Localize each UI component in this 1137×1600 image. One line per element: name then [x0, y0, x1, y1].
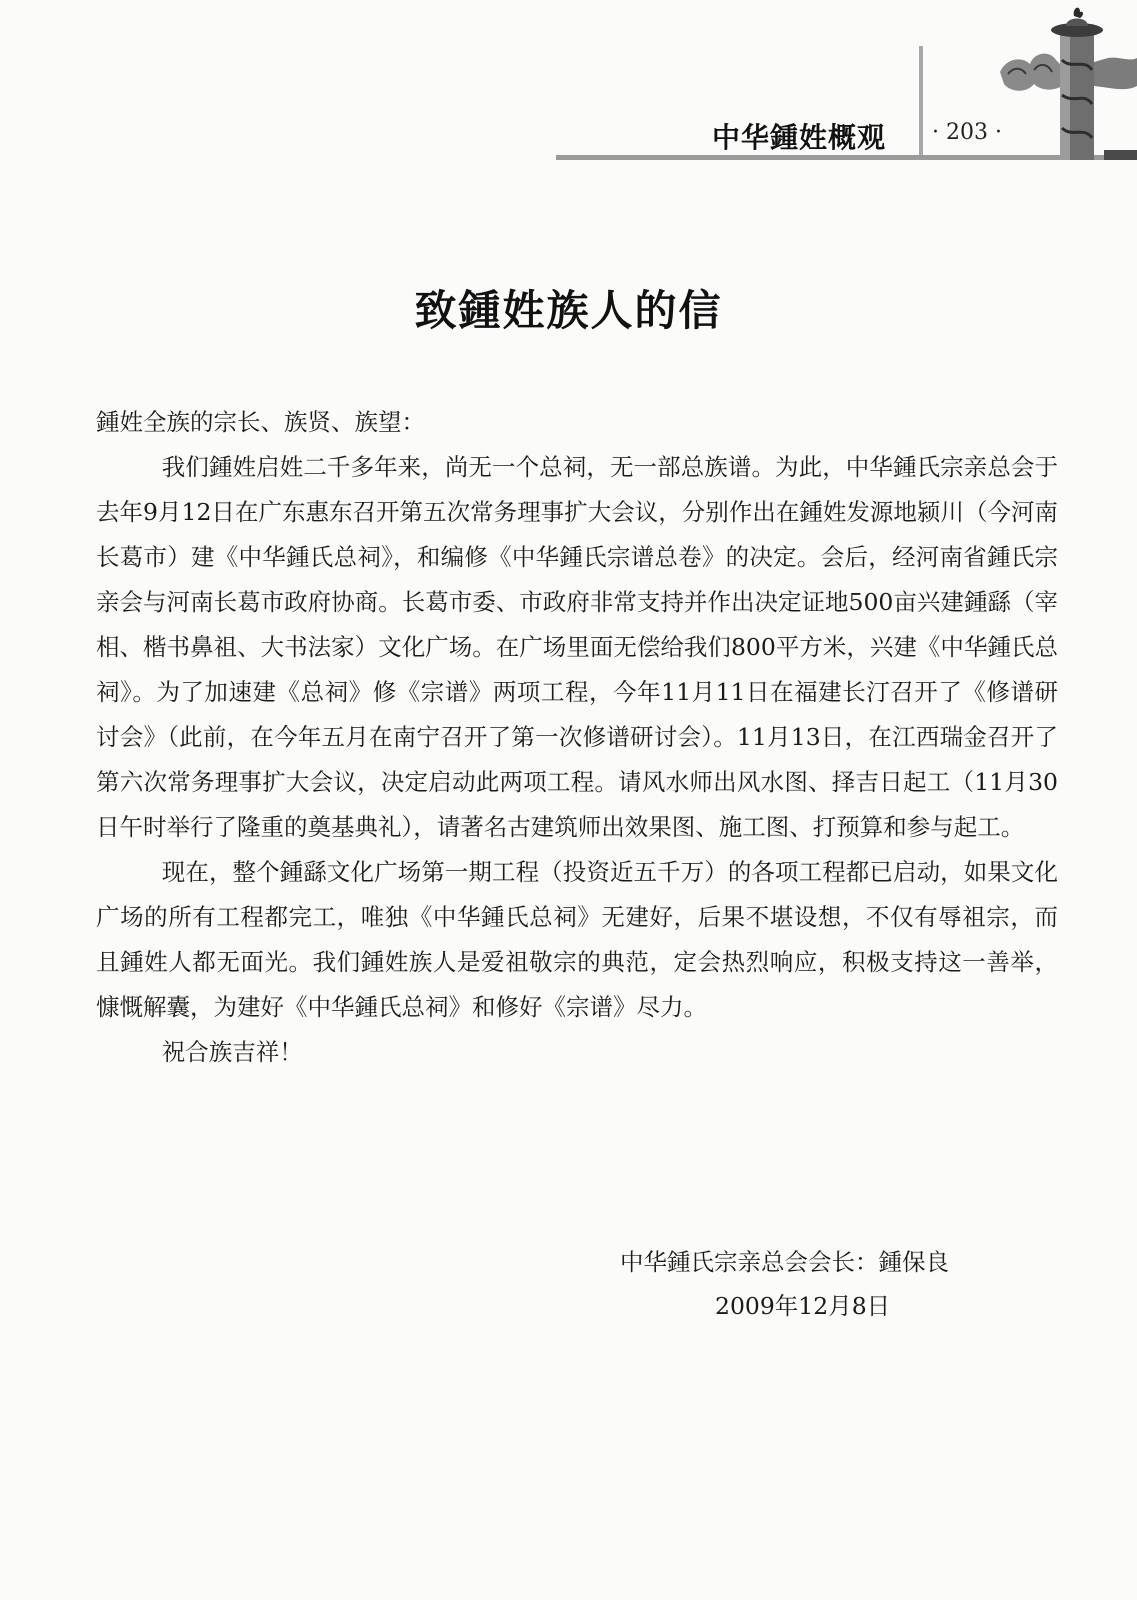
closing-blessing: 祝合族吉祥！ — [161, 1038, 303, 1066]
signature-name: 中华鍾氏宗亲总会会长：鍾保良 — [620, 1248, 949, 1276]
paragraph: 现在，整个鍾繇文化广场第一期工程（投资近五千万）的各项工程都已启动，如果文化广场的所有工程都完工，唯独《中华鍾氏总祠》无建好，后果不堪设想，不仅有辱祖宗，而且鍾姓人都无面光。我们鍾姓族人是爱祖敬宗的典范，定会热烈响应，积极支持这一善举，慷慨解囊，为建好《中华鍾氏总祠》和修好《宗谱》尽力。 — [96, 858, 1058, 1021]
header-vertical-rule — [919, 46, 923, 158]
signature-date: 2009年12月8日 — [715, 1292, 891, 1320]
salutation: 鍾姓全族的宗长、族贤、族望： — [96, 408, 425, 436]
letter-title: 致鍾姓族人的信 — [414, 286, 723, 335]
letter-body — [96, 400, 1058, 1075]
paragraph: 我们鍾姓启姓二千多年来，尚无一个总祠，无一部总族谱。为此，中华鍾氏宗亲总会于去年9月12日在广东惠东召开第五次常务理事扩大会议，分别作出在鍾姓发源地颍川（今河南长葛市）建《中华鍾氏总祠》，和编修《中华鍾氏宗谱总卷》的决定。会后，经河南省鍾氏宗亲会与河南长葛市政府协商。长葛市委、市政府非常支持并作出决定证地500亩兴建鍾繇（宰相、楷书鼻祖、大书法家）文化广场。在广场里面无偿给我们800平方米，兴建《中华鍾氏总祠》。为了加速建《总祠》修《宗谱》两项工程，今年11月11日在福建长汀召开了《修谱研讨会》（此前，在今年五月在南宁召开了第一次修谱研讨会）。11月13日，在江西瑞金召开了第六次常务理事扩大会议，决定启动此两项工程。请风水师出风水图、择吉日起工（11月30日午时举行了隆重的奠基典礼），请著名古建筑师出效果图、施工图、打预算和参与起工。 — [96, 453, 1058, 841]
signature-block — [620, 1240, 1040, 1328]
huabiao-pillar-icon — [1000, 0, 1137, 160]
running-title: 中华鍾姓概观 — [712, 121, 887, 154]
page-header — [0, 0, 1137, 170]
page-number: · 203 · — [932, 120, 1002, 145]
